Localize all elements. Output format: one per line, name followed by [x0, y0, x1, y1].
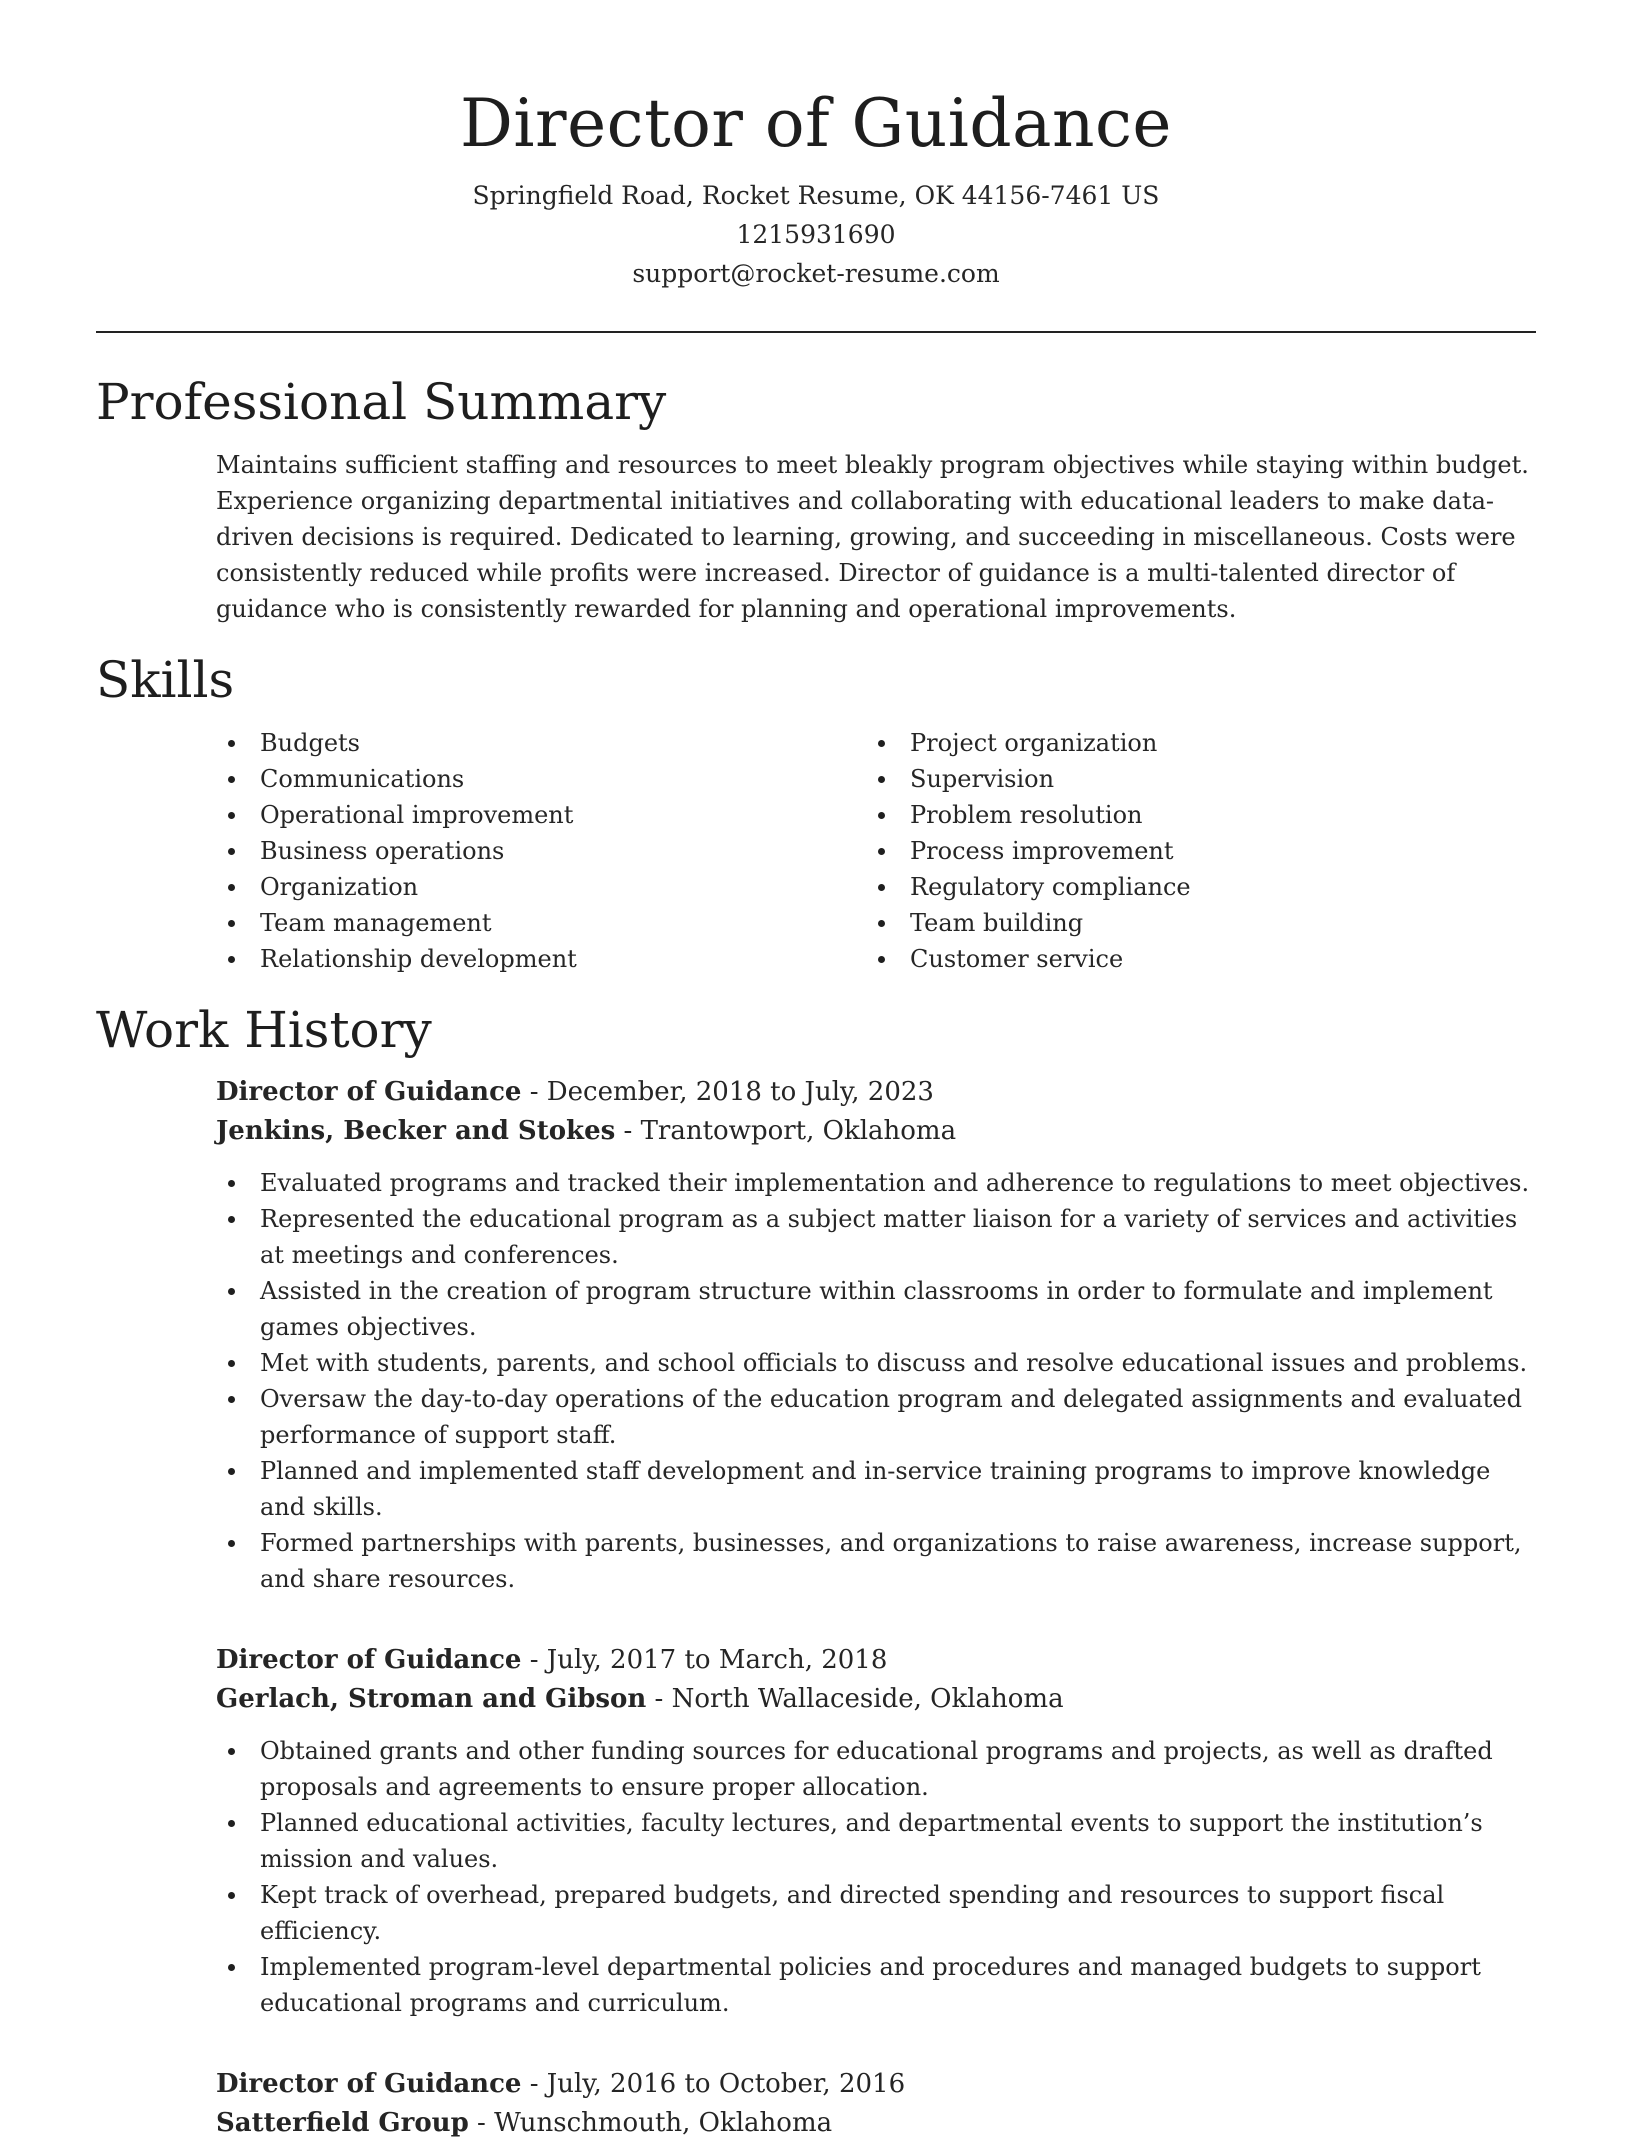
job-company-line [216, 1112, 1536, 1151]
skills-title: Skills [96, 651, 235, 709]
resume-header [96, 0, 1536, 293]
job-location: - Trantowport, Oklahoma [615, 1116, 957, 1146]
skill-item: Organization [216, 869, 866, 905]
skill-item: Relationship development [216, 941, 866, 977]
job-bullet: Formed partnerships with parents, businesses, and organizations to raise awareness, increase support, and share resources. [216, 1525, 1536, 1597]
job-role: Director of Guidance [216, 1645, 522, 1675]
job-dates: - July, 2017 to March, 2018 [521, 1645, 888, 1675]
job-bullets [216, 1165, 1536, 1597]
professional-summary-text: Maintains sufficient staffing and resources to meet bleakly program objectives while staying within budget. Experience organizing departmental initiatives and collaborating with educational leaders to make data-driven decisions is required. Dedicated to learning, growing, and succeeding in miscellaneous. Costs were consistently reduced while profits were increased. Director of guidance is a multi-talented director of guidance who is consistently rewarded for planning and operational improvements. [216, 451, 1529, 623]
job-dates: - December, 2018 to July, 2023 [521, 1077, 934, 1107]
job-location: - Wunschmouth, Oklahoma [468, 2108, 833, 2138]
job-bullets [216, 1733, 1536, 2021]
job-entry [216, 1641, 1536, 2021]
job-entry [216, 2065, 1536, 2143]
skills-section [96, 649, 1536, 977]
job-bullet: Kept track of overhead, prepared budgets, and directed spending and resources to support fiscal efficiency. [216, 1877, 1536, 1949]
skill-item: Customer service [866, 941, 1536, 977]
skill-item: Budgets [216, 725, 866, 761]
skills-grid [216, 725, 1536, 977]
job-bullet: Oversaw the day-to-day operations of the education program and delegated assignments and evaluated performance of support staff. [216, 1381, 1536, 1453]
skill-item: Business operations [216, 833, 866, 869]
job-bullet: Planned and implemented staff development and in-service training programs to improve knowledge and skills. [216, 1453, 1536, 1525]
job-role: Director of Guidance [216, 1077, 522, 1107]
skills-right-list [866, 725, 1536, 977]
skill-item: Problem resolution [866, 797, 1536, 833]
job-company-line [216, 2104, 1536, 2143]
job-company: Satterfield Group [216, 2108, 469, 2138]
skill-item: Regulatory compliance [866, 869, 1536, 905]
job-title-line [216, 2065, 1536, 2104]
header-divider [96, 331, 1536, 333]
job-company-line [216, 1680, 1536, 1719]
job-entry [216, 1073, 1536, 1597]
job-bullet: Obtained grants and other funding sources for educational programs and projects, as well as drafted proposals and agreements to ensure proper allocation. [216, 1733, 1536, 1805]
skill-item: Team building [866, 905, 1536, 941]
skill-item: Operational improvement [216, 797, 866, 833]
work-history-section [96, 999, 1536, 2143]
job-company: Jenkins, Becker and Stokes [216, 1116, 616, 1146]
email-address: support@rocket-resume.com [632, 259, 1000, 288]
job-bullet: Evaluated programs and tracked their implementation and adherence to regulations to meet objectives. [216, 1165, 1536, 1201]
skill-item: Communications [216, 761, 866, 797]
skill-item: Supervision [866, 761, 1536, 797]
skill-item: Process improvement [866, 833, 1536, 869]
job-location: - North Wallaceside, Oklahoma [646, 1684, 1064, 1714]
phone-number: 1215931690 [736, 220, 896, 249]
job-bullet: Planned educational activities, faculty lectures, and departmental events to support the institution’s mission and values. [216, 1805, 1536, 1877]
professional-summary-section [96, 371, 1536, 627]
job-company: Gerlach, Stroman and Gibson [216, 1684, 647, 1714]
skill-item: Project organization [866, 725, 1536, 761]
address: Springfield Road, Rocket Resume, OK 44156-7461 US [472, 181, 1160, 210]
skill-item: Team management [216, 905, 866, 941]
job-title-line [216, 1641, 1536, 1680]
job-bullet: Assisted in the creation of program structure within classrooms in order to formulate and implement games objectives. [216, 1273, 1536, 1345]
job-dates: - July, 2016 to October, 2016 [521, 2069, 906, 2099]
professional-summary-title: Professional Summary [96, 373, 667, 431]
job-bullet: Met with students, parents, and school officials to discuss and resolve educational issues and problems. [216, 1345, 1536, 1381]
work-history-title: Work History [96, 1001, 432, 1059]
job-title-line [216, 1073, 1536, 1112]
job-bullet: Implemented program-level departmental policies and procedures and managed budgets to support educational programs and curriculum. [216, 1949, 1536, 2021]
resume-name: Director of Guidance [460, 85, 1172, 162]
contact-info [96, 176, 1536, 293]
job-role: Director of Guidance [216, 2069, 522, 2099]
job-bullet: Represented the educational program as a subject matter liaison for a variety of services and activities at meetings and conferences. [216, 1201, 1536, 1273]
skills-left-list [216, 725, 866, 977]
